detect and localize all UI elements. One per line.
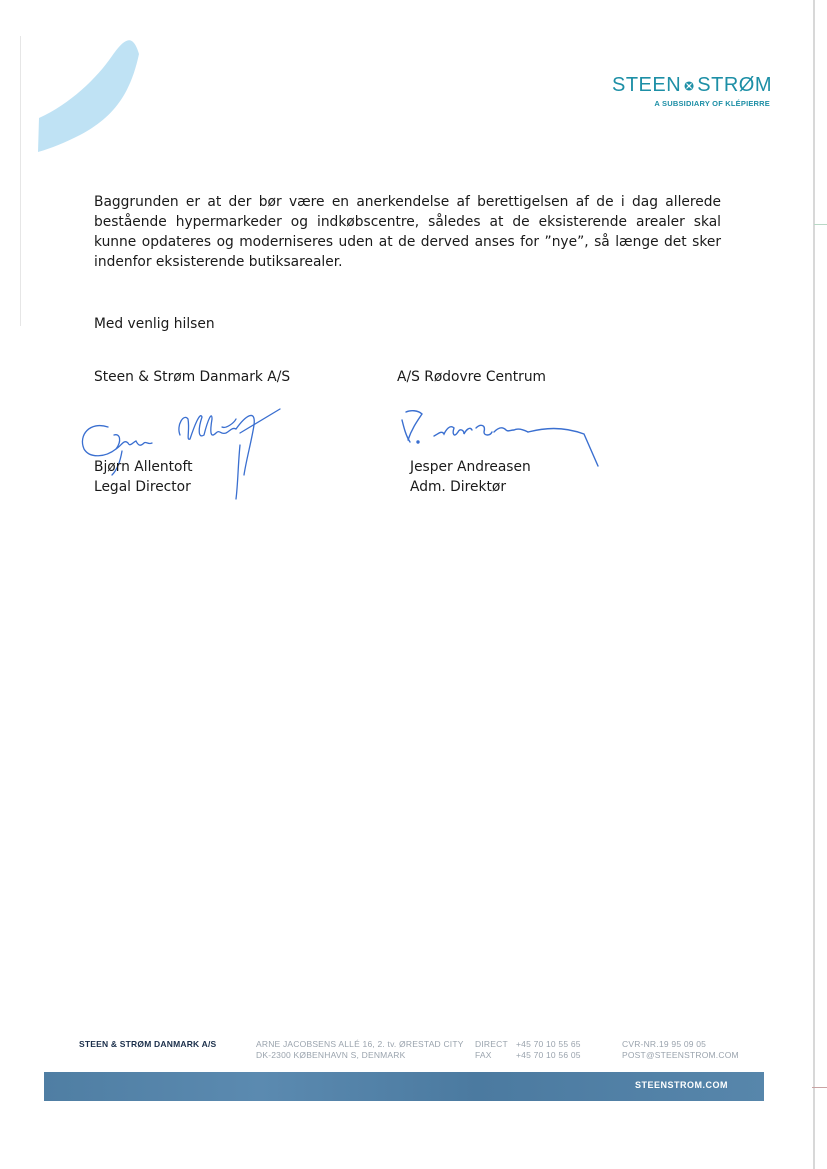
footer-company: STEEN & STRØM DANMARK A/S	[79, 1039, 217, 1049]
signatory-title-right: Adm. Direktør	[410, 479, 506, 495]
company-logo	[612, 74, 772, 108]
signatory-name-right: Jesper Andreasen	[410, 459, 531, 475]
signatory-name-left: Bjørn Allentoft	[94, 459, 193, 475]
logo-word-strom: STRØM	[697, 74, 772, 96]
footer-website-link[interactable]: STEENSTROM.COM	[634, 1080, 728, 1090]
scan-mark	[814, 224, 827, 225]
letter-closing: Med venlig hilsen	[94, 316, 215, 332]
footer-cvr-label: CVR-NR.	[622, 1039, 659, 1049]
footer-direct-value: +45 70 10 55 65	[516, 1039, 581, 1049]
footer-registration	[622, 1039, 739, 1061]
scan-edge-right	[813, 0, 815, 1169]
logo-subtitle: A SUBSIDIARY OF KLÉPIERRE	[654, 99, 770, 108]
footer-address-line2: DK-2300 KØBENHAVN S, DENMARK	[256, 1050, 406, 1060]
footer-fax-label: FAX	[475, 1050, 492, 1060]
signatory-company-left: Steen & Strøm Danmark A/S	[94, 369, 291, 385]
footer-bar	[44, 1072, 764, 1101]
scan-mark	[812, 1087, 827, 1088]
brand-swoosh-graphic	[0, 0, 160, 170]
footer-cvr-value: 19 95 09 05	[659, 1039, 707, 1049]
footer-contact	[475, 1039, 581, 1061]
footer-email: POST@STEENSTROM.COM	[622, 1050, 739, 1060]
signatory-company-right: A/S Rødovre Centrum	[397, 369, 546, 385]
footer-address	[256, 1039, 464, 1061]
footer-address-line1: ARNE JACOBSENS ALLÉ 16, 2. tv. ØRESTAD CITY	[256, 1039, 464, 1049]
letter-paragraph: Baggrunden er at der bør være en anerkendelse af berettigelsen af de i dag allerede bestående hypermarkeder og indkøbscentre, således at de eksisterende arealer skal kunne opdateres og moderniseres uden at de derved anses for ”nye”, så længe det sker indenfor eksisterende butiksarealer.	[94, 194, 721, 270]
signatory-title-left: Legal Director	[94, 479, 191, 495]
footer-fax-value: +45 70 10 56 05	[516, 1050, 581, 1060]
footer-direct-label: DIRECT	[475, 1039, 508, 1049]
logo-emblem-icon	[684, 76, 694, 96]
logo-word-steen: STEEN	[612, 74, 682, 96]
signatory-left	[94, 457, 193, 497]
signatory-right	[410, 457, 531, 497]
